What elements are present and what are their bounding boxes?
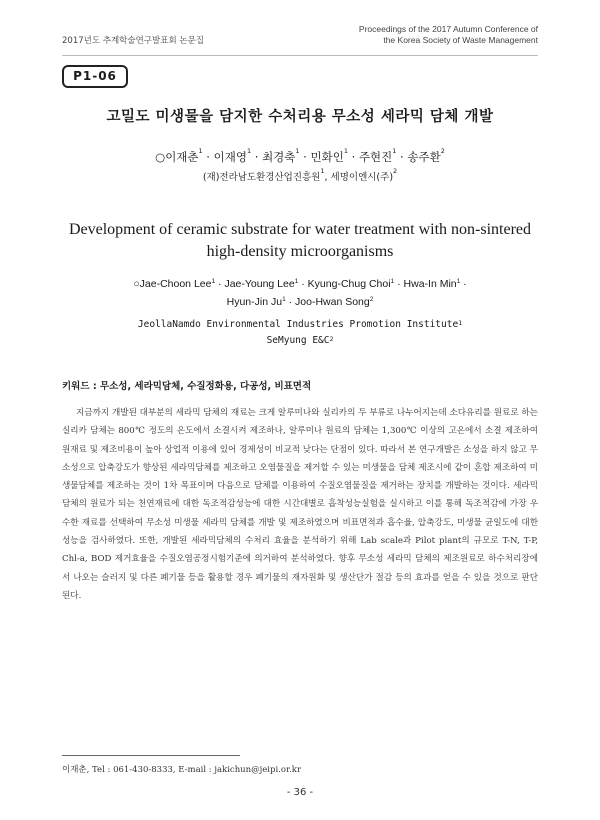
english-authors-line1	[50, 275, 550, 293]
affiliation-separator: ,	[324, 172, 331, 183]
affiliation-sup: 1	[295, 147, 300, 155]
affiliation-sup: 1	[390, 278, 395, 285]
affiliation-sup: 2	[329, 335, 334, 343]
korean-affiliations	[40, 169, 560, 183]
author-name: Joo-Hwan Song	[295, 296, 370, 308]
presenter-marker: ○	[133, 278, 140, 290]
author-name: 이재춘	[165, 150, 199, 164]
author-separator: ·	[394, 278, 404, 290]
paper-id-badge: P1-06	[62, 65, 128, 88]
author-separator: ·	[298, 278, 308, 290]
author-name: Hyun-Jin Ju	[226, 296, 283, 308]
affiliation-name: (재)전라남도환경산업진흥원	[202, 172, 321, 183]
affiliation-sup: 1	[282, 296, 286, 303]
affiliation-sup: 2	[393, 167, 398, 175]
running-header-right-line2: the Korea Society of Waste Management	[383, 35, 538, 45]
author-name: Jae-Young Lee	[224, 278, 295, 290]
running-header-right-line1: Proceedings of the 2017 Autumn Conference of	[358, 24, 538, 34]
english-title-line2: high-density microorganisms	[206, 243, 394, 260]
author-separator: ·	[215, 278, 225, 290]
affiliation-sup: 1	[294, 278, 299, 285]
presenter-marker: ○	[155, 150, 166, 164]
keywords: 키워드 : 무소성, 세라믹담체, 수질정화용, 다공성, 비표면적	[62, 381, 312, 392]
english-affiliation-line1	[50, 317, 550, 333]
affiliation-sup: 1	[246, 147, 252, 155]
author-separator: ·	[285, 296, 296, 308]
author-separator: ·	[347, 150, 359, 164]
affiliation-sup: 1	[320, 167, 325, 175]
author-name: Jae-Choon Lee	[139, 278, 212, 290]
english-authors	[50, 275, 550, 311]
running-header-right	[278, 24, 538, 46]
english-affiliation-line2	[50, 333, 550, 349]
affiliation-sup: 1	[458, 319, 463, 327]
affiliation-name: SeMyung E&C	[266, 335, 330, 346]
english-title	[55, 219, 545, 263]
affiliation-name: JeollaNamdo Environmental Industries Promotion Institute	[137, 319, 459, 330]
author-name: 최경축	[262, 150, 296, 164]
corresponding-author-footnote: 이재춘, Tel : 061-430-8333, E-mail : jakichun@jeipi.or.kr	[62, 765, 302, 775]
page-number: - 36 -	[286, 787, 314, 798]
author-name: 송주환	[407, 150, 441, 164]
affiliation-sup: 1	[211, 278, 216, 285]
author-separator: ·	[396, 150, 408, 164]
header-divider	[62, 55, 538, 56]
author-name: 주현진	[358, 150, 393, 164]
english-authors-line2	[50, 293, 550, 311]
author-separator: ·	[202, 150, 214, 164]
author-separator: ·	[460, 278, 467, 290]
affiliation-sup: 1	[343, 147, 348, 155]
author-name: 민화인	[310, 150, 344, 164]
affiliation-sup: 1	[392, 147, 397, 155]
affiliation-sup: 1	[198, 147, 203, 155]
korean-authors	[40, 149, 560, 165]
footnote-divider	[62, 755, 240, 756]
abstract-body: 지금까지 개발된 대부분의 세라믹 담체의 재료는 크게 알루미나와 실리카의 두 부류로 나누어지는데 소다유리를 원료로 하는 실리카 담체는 800℃ 정도의 온도에서 소결시켜 제조하나, 알루미나 원료의 담체는 1,300℃ 이상의 고온에서 소결 제조하여 원재료 및 제조비용이 높아 상업적 이용에 있어 경제성이 비교적 낮다는 단점이 있다. 따라서 본 연구개발은 소성을 하지 않고 무소성으로 압축강도가 향상된 세라믹담체를 제조하고 오염물질을 제거할 수 있는 미생물을 담체 제조시에 같이 혼합 제조하여 미생물담체를 제조하는 것이 1차 목표이며 다음으로 담체를 이용하여 수질오염물질을 제거하는 장치를 개발하는 것이다. 세라믹 담체의 원료가 되는 천연재료에 대한 독조적감성능에 대한 시간대별로 흡착성능실험을 실시하고 이를 통해 독조적감에 가장 우수한 재료를 선택하여 무소성 미생물 세라믹 담체를 개발 및 제조하였으며 비표면적과 흡수율, 압축강도, 미생물 균일도에 대한 성능을 검사하였다. 또한, 개발된 세라믹담체의 수처리 효율을 분석하기 위해 Lab scale과 Pilot plant의 규모로 T-N, T-P, Chl-a, BOD 제거효율을 수질오염공정시험기준에 의거하여 분석하였다. 향후 무소성 세라믹 담체의 제조원료로 하수처리장에서 나오는 슬러지 및 다른 폐기물 등을 활용할 경우 폐기물의 재자원화 및 생산단가 절감 등의 효과를 얻을 수 있을 것으로 판단된다.	[62, 408, 538, 601]
affiliation-name: 세명이엔시(주)	[330, 172, 394, 183]
english-affiliations	[50, 317, 550, 349]
author-name: Hwa-In Min	[403, 278, 457, 290]
author-name: 이재영	[213, 150, 247, 164]
author-separator: ·	[299, 150, 311, 164]
affiliation-sup: 2	[369, 296, 374, 303]
affiliation-sup: 1	[456, 278, 461, 285]
affiliation-sup: 2	[440, 147, 445, 155]
author-separator: ·	[251, 150, 263, 164]
korean-title: 고밀도 미생물을 담지한 수처리용 무소성 세라믹 담체 개발	[106, 109, 494, 125]
author-name: Kyung-Chug Choi	[307, 278, 391, 290]
running-header-left: 2017년도 추계학술연구발표회 논문집	[62, 36, 204, 46]
english-title-line1: Development of ceramic substrate for water treatment with non-sintered	[68, 221, 532, 238]
